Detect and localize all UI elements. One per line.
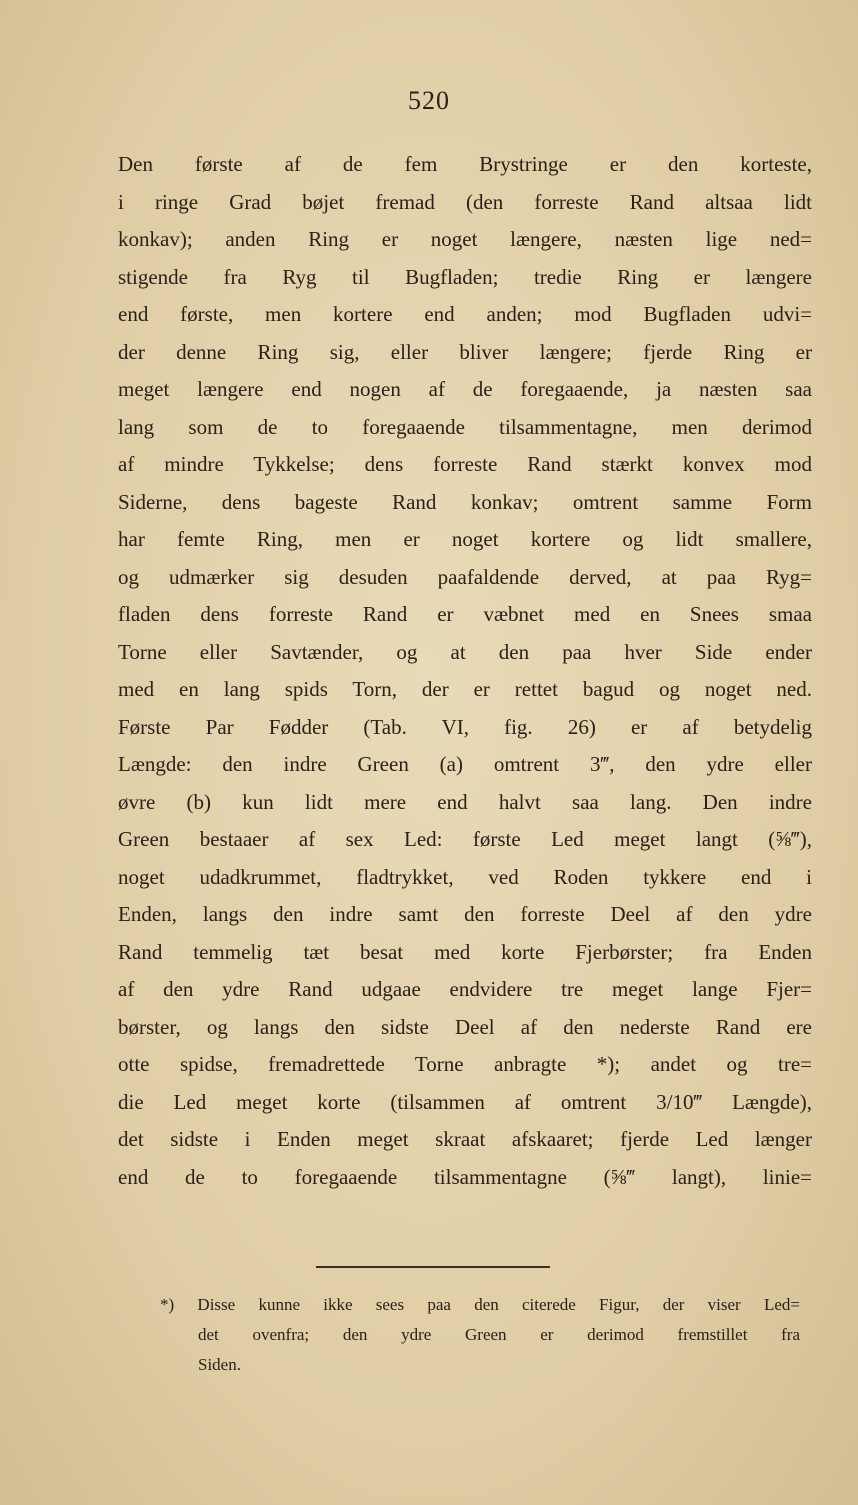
text-line: af den ydre Rand udgaae endvidere tre meget lange Fjer= xyxy=(118,977,812,1001)
text-line: stigende fra Ryg til Bugfladen; tredie Ring er længere xyxy=(118,264,812,289)
text-line: og udmærker sig desuden paafaldende derved, at paa Ryg= xyxy=(118,564,812,589)
text-line: fladen dens forreste Rand er væbnet med en Snees smaa xyxy=(118,602,812,626)
text-line: Enden, langs den indre samt den forreste Deel af den ydre xyxy=(118,902,812,926)
text-line: har femte Ring, men er noget kortere og lidt smallere, xyxy=(118,527,812,551)
text-line: Rand temmelig tæt besat med korte Fjerbørster; fra Enden xyxy=(118,939,812,964)
text-line: af mindre Tykkelse; dens forreste Rand stærkt konvex mod xyxy=(118,452,812,476)
footnote-line: Siden. xyxy=(198,1355,241,1374)
text-line: Den første af de fem Brystringe er den korteste, xyxy=(118,152,812,176)
footnote-divider xyxy=(316,1266,550,1268)
text-line: Længde: den indre Green (a) omtrent 3‴, den ydre eller xyxy=(118,752,812,776)
text-line: Torne eller Savtænder, og at den paa hver Side ender xyxy=(118,639,812,664)
text-line: Siderne, dens bageste Rand konkav; omtrent samme Form xyxy=(118,489,812,514)
text-line: otte spidse, fremadrettede Torne anbragte *); andet og tre= xyxy=(118,1052,812,1076)
text-line: der denne Ring sig, eller bliver længere; fjerde Ring er xyxy=(118,339,812,364)
text-line: børster, og langs den sidste Deel af den nederste Rand ere xyxy=(118,1014,812,1039)
text-line: Første Par Fødder (Tab. VI, fig. 26) er af betydelig xyxy=(118,714,812,739)
text-line: det sidste i Enden meget skraat afskaaret; fjerde Led længer xyxy=(118,1127,812,1151)
text-line: lang som de to foregaaende tilsammentagne, men derimod xyxy=(118,414,812,439)
page-number: 520 xyxy=(408,86,450,115)
body-text xyxy=(118,146,812,1196)
text-line: konkav); anden Ring er noget længere, næsten lige ned= xyxy=(118,227,812,251)
footnote-line: *) Disse kunne ikke sees paa den citerede Figur, der viser Led= xyxy=(160,1295,800,1314)
text-line: end de to foregaaende tilsammentagne (⅝‴ langt), linie= xyxy=(118,1164,812,1189)
footnote xyxy=(160,1290,800,1380)
text-line: end første, men kortere end anden; mod Bugfladen udvi= xyxy=(118,302,812,326)
text-line: i ringe Grad bøjet fremad (den forreste Rand altsaa lidt xyxy=(118,189,812,214)
text-line: med en lang spids Torn, der er rettet bagud og noget ned. xyxy=(118,677,812,701)
text-line: øvre (b) kun lidt mere end halvt saa lang. Den indre xyxy=(118,789,812,814)
text-line: noget udadkrummet, fladtrykket, ved Roden tykkere end i xyxy=(118,864,812,889)
text-line: Green bestaaer af sex Led: første Led meget langt (⅝‴), xyxy=(118,827,812,851)
footnote-line: det ovenfra; den ydre Green er derimod fremstillet fra xyxy=(198,1325,800,1344)
text-line: die Led meget korte (tilsammen af omtrent 3/10‴ Længde), xyxy=(118,1089,812,1114)
text-line: meget længere end nogen af de foregaaende, ja næsten saa xyxy=(118,377,812,401)
